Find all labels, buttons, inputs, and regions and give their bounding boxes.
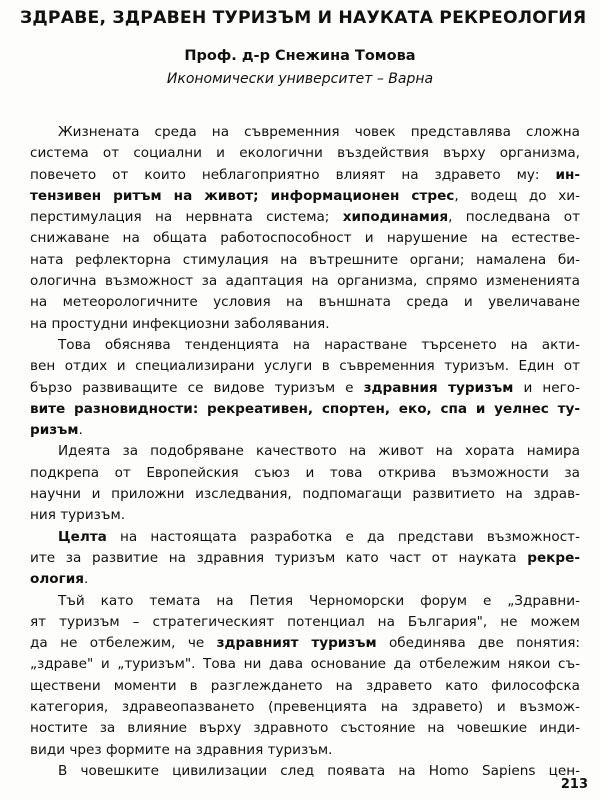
text: ностите за влияние върху здравното състояние на човешкие инди-	[30, 720, 580, 737]
text-line	[30, 718, 580, 739]
text-line	[30, 441, 580, 462]
text: система от социални и екологични въздействия върху организма,	[30, 145, 580, 162]
text: бързо развиващите се видове туризъм е	[30, 379, 364, 396]
text-line	[30, 250, 580, 271]
paragraph	[30, 335, 580, 441]
text: обединява две понятия:	[376, 635, 580, 652]
text-line	[30, 271, 580, 292]
text-line	[30, 378, 580, 399]
text: ологична възможност за адаптация на организма, спрямо измененията	[30, 273, 580, 290]
text-line	[30, 505, 580, 526]
author-affiliation: Икономически университет – Варна	[166, 71, 434, 87]
text-line	[30, 292, 580, 313]
text-line	[30, 548, 580, 569]
bold-text: хиподинамия	[342, 209, 449, 226]
paragraph	[30, 591, 580, 761]
paragraph	[30, 441, 580, 526]
paragraph	[30, 122, 580, 335]
text: Това обяснява тенденцията на нарастване търсенето на акти-	[58, 336, 580, 353]
author-name: Проф. д-р Снежина Томова	[184, 48, 416, 64]
article-body	[30, 122, 580, 782]
text-line	[30, 527, 580, 548]
text-line	[30, 740, 580, 761]
text: Идеята за подобряване качеството на живот на хората намира	[58, 443, 580, 460]
text-line	[30, 697, 580, 718]
bold-text: ология	[30, 571, 84, 588]
text: види чрез формите на здравния туризъм.	[30, 741, 333, 758]
text-line	[30, 612, 580, 633]
text: на настоящата разработка е да представи възможност-	[106, 528, 580, 545]
text: и него-	[513, 379, 580, 396]
bold-text: рекре-	[527, 549, 580, 566]
paragraph	[30, 761, 580, 782]
text: Тъй като темата на Петия Черноморски форум е „Здравни-	[58, 592, 580, 609]
text: , водещ до хи-	[454, 187, 580, 204]
text: на простудни инфекциозни заболявания.	[30, 315, 330, 332]
text: снижаване на общата работоспособност и нарушение на естестве-	[30, 230, 580, 247]
paragraph	[30, 527, 580, 591]
text-line	[30, 633, 580, 654]
bold-text: Целта	[58, 528, 107, 545]
text-line	[30, 761, 580, 782]
text-line	[30, 569, 580, 590]
text: „здраве" и „туризъм". Това ни дава основание да отбележим някои съ-	[30, 656, 580, 673]
bold-text: ризъм	[30, 422, 79, 439]
text: ществени моменти в разглеждането на здравето като философска	[30, 677, 580, 694]
text-line	[30, 165, 580, 186]
text: подкрепа от Европейския съюз и това открива възможности за	[30, 464, 580, 481]
text: ите за развитие на здравния туризъм като част от науката	[30, 549, 528, 566]
text-line	[30, 122, 580, 143]
text-line	[30, 676, 580, 697]
text: ят туризъм – стратегическият потенциал на България", не можем	[30, 613, 580, 630]
text: Жизнената среда на съвременния човек представлява сложна	[58, 124, 580, 140]
text: да не отбележим, че	[30, 635, 217, 652]
text-line	[30, 186, 580, 207]
text: повечето от които неблагоприятно влияят на здравето му:	[30, 166, 556, 183]
text-line	[30, 484, 580, 505]
bold-text: ин-	[555, 166, 580, 183]
text-line	[30, 420, 580, 441]
bold-text: здравния туризъм	[363, 379, 514, 396]
text-line	[30, 399, 580, 420]
text: перстимулация на нервната система;	[30, 209, 343, 226]
text-line	[30, 463, 580, 484]
text-line	[30, 207, 580, 228]
text: категория, здравеопазването (превенцията на здравето) и възмож-	[30, 699, 580, 716]
text-line	[30, 314, 580, 335]
text-line	[30, 335, 580, 356]
text: ния туризъм.	[30, 507, 126, 524]
bold-text: вите разновидности: рекреативен, спортен, еко, спа и уелнес ту-	[30, 400, 580, 417]
text: ната рефлекторна стимулация на вътрешните органи; намалена би-	[30, 251, 580, 268]
text: В човешките цивилизации след появата на Homo Sapiens цен-	[58, 762, 580, 779]
article-title: ЗДРАВЕ, ЗДРАВЕН ТУРИЗЪМ И НАУКАТА РЕКРЕОЛОГИЯ	[20, 8, 587, 28]
text: вен отдих и специализирани услуги в съвременния туризъм. Един от	[30, 358, 580, 375]
bold-text: здравният туризъм	[216, 635, 377, 652]
text: на метеорологичните условия на външната среда и увеличаване	[30, 294, 580, 311]
text-line	[30, 356, 580, 377]
text: научни и приложни изследвания, подпомагащи развитието на здрав-	[30, 486, 580, 503]
text-line	[30, 654, 580, 675]
bold-text: тензивен ритъм на живот; информационен стрес	[30, 187, 455, 204]
text: .	[84, 571, 89, 588]
text: .	[78, 422, 83, 439]
text-line	[30, 143, 580, 164]
page-number: 213	[560, 777, 588, 792]
text-line	[30, 228, 580, 249]
text-line	[30, 591, 580, 612]
text: , последвана от	[448, 209, 580, 226]
